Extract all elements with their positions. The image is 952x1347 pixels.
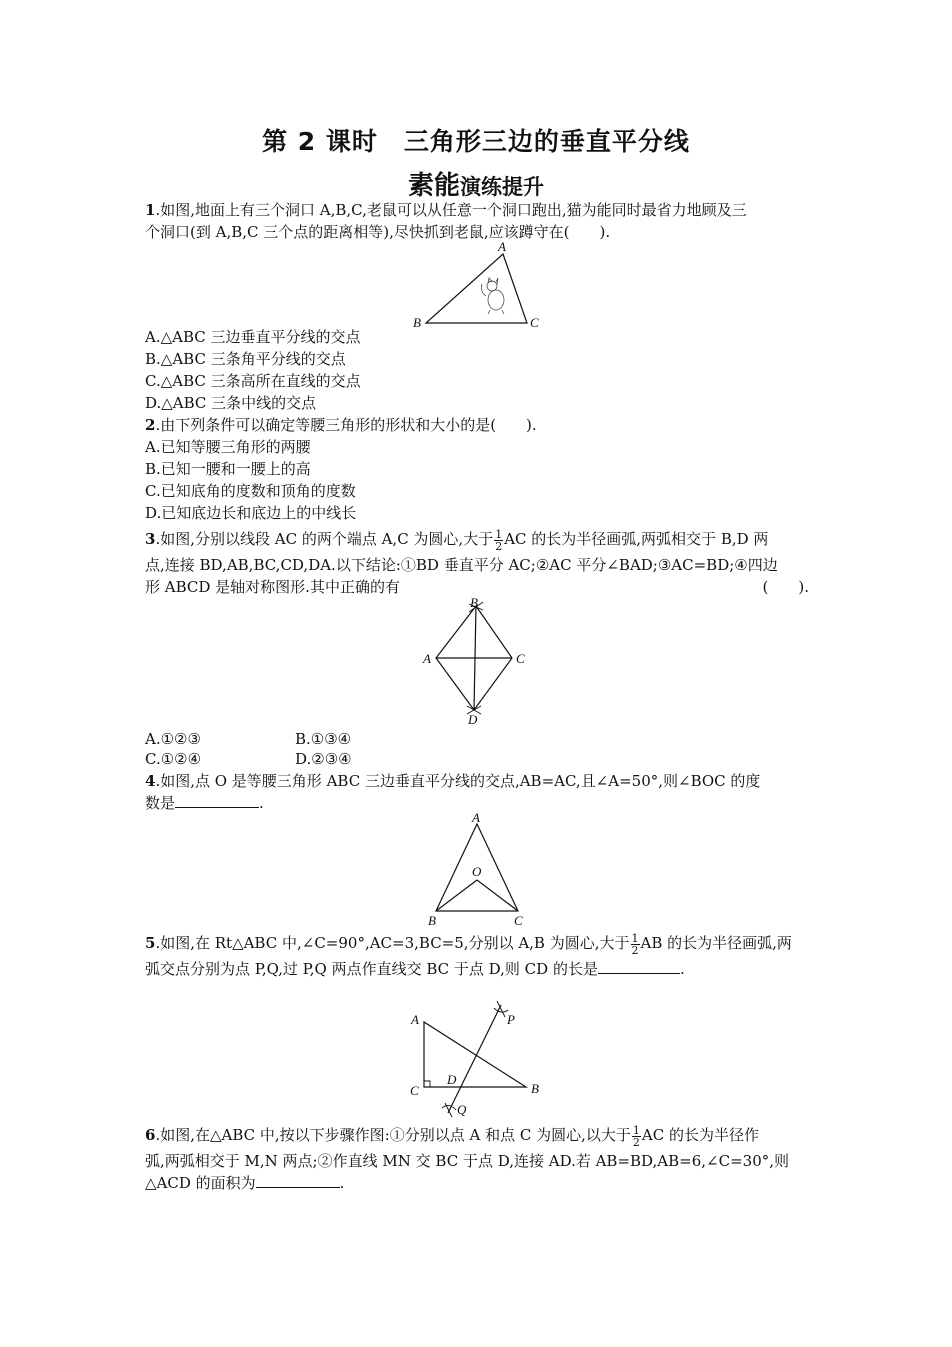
q3-paren: ( ). [762, 578, 809, 596]
q6-line3 [145, 1172, 815, 1194]
q1-label-a: A [498, 239, 506, 254]
q3-text-1a: .如图,分别以线段 AC 的两个端点 A,C 为圆心,大于 [155, 530, 494, 548]
q2-line1 [145, 414, 815, 436]
q4-number: 4 [145, 772, 156, 790]
q5-label-b: B [531, 1081, 539, 1096]
q5-text-1b: AB 的长为半径画弧,两 [640, 934, 792, 952]
q1-line2: 个洞口(到 A,B,C 三个点的距离相等),尽快抓到老鼠,应该蹲守在( ). [145, 223, 611, 241]
q1-triangle [426, 254, 527, 323]
q3-label-a: A [423, 651, 431, 666]
q2-option-b: B.已知一腰和一腰上的高 [145, 460, 311, 478]
cat-icon [482, 278, 505, 314]
q3-option-a: A.①②③ [145, 730, 201, 748]
q3-text-3: 形 ABCD 是轴对称图形.其中正确的有 [145, 578, 400, 596]
q4-figure [420, 810, 540, 930]
q6-text-1a: .如图,在△ABC 中,按以下步骤作图:①分别以点 A 和点 C 为圆心,以大于 [155, 1126, 631, 1144]
q1-option-a: A.△ABC 三边垂直平分线的交点 [145, 328, 361, 346]
q6-text-1b: AC 的长为半径作 [641, 1126, 759, 1144]
q5-label-c: C [410, 1083, 419, 1098]
q4-label-b: B [428, 913, 436, 928]
q1-number: 1 [145, 201, 156, 219]
q3-fraction: $\frac{1}{2}$ [495, 527, 503, 553]
q6-number: 6 [145, 1126, 156, 1144]
q5-label-q: Q [457, 1102, 467, 1117]
q6-end: . [339, 1174, 345, 1192]
q4-line-ob [436, 880, 477, 911]
q3-option-d: D.②③④ [295, 750, 352, 768]
q3-line1 [145, 528, 815, 552]
q6-line2: 弧,两弧相交于 M,N 两点;②作直线 MN 交 BC 于点 D,连接 AD.若 AB=BD,AB=6,∠C=30°,则 [145, 1152, 790, 1170]
q2-option-a: A.已知等腰三角形的两腰 [145, 438, 311, 456]
q1-line1 [145, 199, 815, 221]
q4-label-a: A [472, 810, 480, 825]
q4-label-c: C [514, 913, 523, 928]
q4-answer-blank[interactable] [175, 792, 259, 808]
q6-fraction: $\frac{1}{2}$ [632, 1123, 640, 1149]
q3-label-b: B [470, 595, 478, 610]
q4-text-2: 数是 [145, 794, 176, 812]
page-title: 第 2 课时 三角形三边的垂直平分线 [262, 127, 690, 156]
q6-answer-blank[interactable] [256, 1172, 340, 1188]
q5-line2 [145, 958, 815, 980]
q3-option-c: C.①②④ [145, 750, 202, 768]
q2-option-d: D.已知底边长和底边上的中线长 [145, 504, 357, 522]
q5-line-pq [448, 1005, 501, 1113]
q1-text-1: .如图,地面上有三个洞口 A,B,C,老鼠可以从任意一个洞口跑出,猫为能同时最省力地顾及三 [155, 201, 747, 219]
q1-option-c: C.△ABC 三条高所在直线的交点 [145, 372, 361, 390]
q3-text-1b: AC 的长为半径画弧,两弧相交于 B,D 两 [504, 530, 769, 548]
q4-line1 [145, 770, 815, 792]
q5-label-d: D [447, 1072, 457, 1087]
section-subtitle [0, 165, 952, 202]
q5-end: . [679, 960, 685, 978]
q5-figure [405, 998, 555, 1120]
q5-arc-q [442, 1103, 456, 1117]
q4-end: . [259, 794, 264, 812]
q3-line2: 点,连接 BD,AB,BC,CD,DA.以下结论:①BD 垂直平分 AC;②AC 平分∠BAD;③AC=BD;④四边 [145, 556, 778, 574]
q4-line-oc [477, 880, 518, 911]
q5-answer-blank[interactable] [598, 958, 680, 974]
q1-label-b: B [413, 315, 421, 330]
q5-label-p: P [507, 1012, 515, 1027]
q3-options-row2 [145, 748, 815, 770]
q4-text-1: .如图,点 O 是等腰三角形 ABC 三边垂直平分线的交点,AB=AC,且∠A=50°,则∠BOC 的度 [155, 772, 761, 790]
q5-number: 5 [145, 934, 156, 952]
q2-number: 2 [145, 416, 156, 434]
q3-label-d: D [468, 712, 478, 727]
q5-triangle [424, 1022, 526, 1087]
q6-text-3: △ACD 的面积为 [145, 1174, 256, 1192]
q3-options-row1 [145, 728, 815, 750]
q3-label-c: C [516, 651, 525, 666]
q5-line1 [145, 932, 815, 956]
q5-text-1a: .如图,在 Rt△ABC 中,∠C=90°,AC=3,BC=5,分别以 A,B 为圆心,大于 [155, 934, 630, 952]
q5-label-a: A [411, 1012, 419, 1027]
q3-option-b: B.①③④ [295, 730, 352, 748]
q1-figure [410, 240, 550, 332]
q6-line1 [145, 1124, 815, 1148]
subtitle-small: 演练提升 [460, 175, 544, 199]
subtitle-big: 素能 [407, 171, 460, 201]
q5-fraction: $\frac{1}{2}$ [631, 931, 639, 957]
q2-text-1: .由下列条件可以确定等腰三角形的形状和大小的是( ). [155, 416, 537, 434]
q3-number: 3 [145, 530, 156, 548]
q4-label-o: O [472, 864, 482, 879]
q2-option-c: C.已知底角的度数和顶角的度数 [145, 482, 356, 500]
q3-figure [420, 594, 540, 728]
q1-label-c: C [530, 315, 539, 330]
q1-option-d: D.△ABC 三条中线的交点 [145, 394, 317, 412]
q1-option-b: B.△ABC 三条角平分线的交点 [145, 350, 346, 368]
q5-text-2: 弧交点分别为点 P,Q,过 P,Q 两点作直线交 BC 于点 D,则 CD 的长是 [145, 960, 598, 978]
q5-right-angle [424, 1081, 430, 1087]
